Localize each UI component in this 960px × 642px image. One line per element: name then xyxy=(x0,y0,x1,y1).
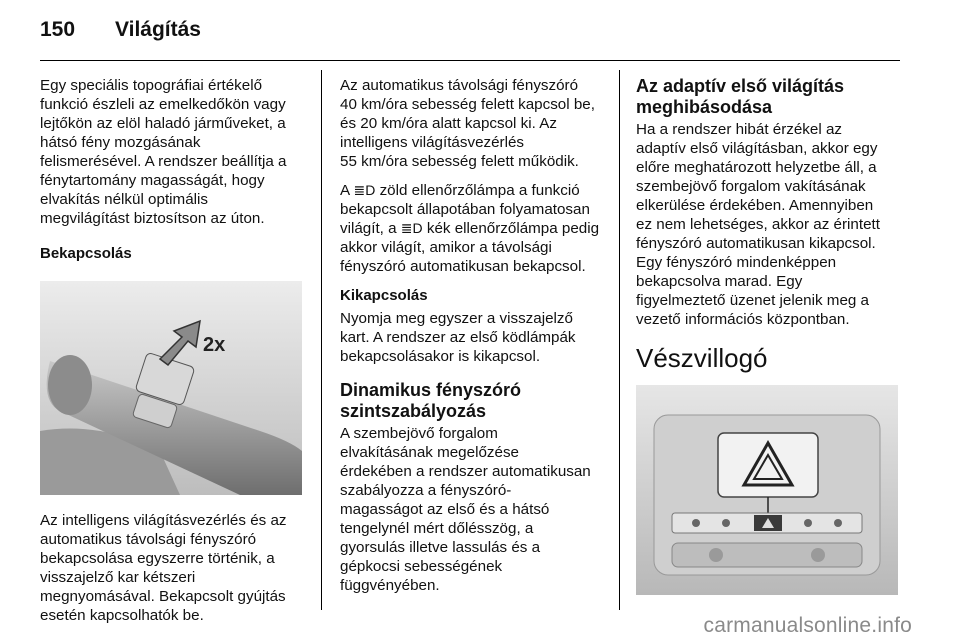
off-paragraph xyxy=(340,309,615,366)
page-title: Világítás xyxy=(115,18,201,41)
text-line: megvilágítást biztosítson az úton. xyxy=(40,210,265,227)
text-fragment: világít, a xyxy=(340,220,401,237)
text-line: és 20 km/óra alatt kapcsol ki. Az xyxy=(340,115,557,132)
page-header xyxy=(40,18,910,58)
text-line xyxy=(340,219,615,238)
intro-paragraph xyxy=(40,76,315,228)
text-line: szabályozza a fényszóró- xyxy=(340,482,512,499)
text-line: gépkocsi sebességének xyxy=(340,558,503,575)
text-line: vezető információs központban. xyxy=(636,311,850,328)
column-2 xyxy=(340,76,615,605)
text-line: bekapcsolva marad. Egy xyxy=(636,273,803,290)
text-line: gyorsulás illetve lassulás és a xyxy=(340,539,541,556)
text-line: fényszóró automatikusan bekapcsol. xyxy=(340,258,586,275)
text-fragment: A xyxy=(340,182,354,199)
column-divider-2 xyxy=(619,70,620,610)
text-line: funkció észleli az emelkedőkön vagy xyxy=(40,96,286,113)
page-number: 150 xyxy=(40,18,76,41)
text-line: előre meghatározott helyzetbe áll, a xyxy=(636,159,877,176)
afl-paragraph xyxy=(636,120,906,329)
text-line: bekapcsolása egyszerre történik, a xyxy=(40,550,275,567)
text-line: szembejövő forgalom vakításának xyxy=(636,178,866,195)
section-heading-dynamic-leveling xyxy=(340,380,615,422)
text-line: elvakítás nélkül optimális xyxy=(40,191,208,208)
subheading-bekapcsolas: Bekapcsolás xyxy=(40,245,132,262)
text-line: bekapcsolásakor is kikapcsol. xyxy=(340,348,541,365)
text-line: elkerülése érdekében. Amennyiben xyxy=(636,197,874,214)
heading-line: szintszabályozás xyxy=(340,401,487,421)
text-line: bekapcsolt állapotában folyamatosan xyxy=(340,201,590,218)
subheading-kikapcsolas: Kikapcsolás xyxy=(340,287,428,304)
text-line: Ha a rendszer hibát érzékel az xyxy=(636,121,842,138)
text-line: Az intelligens világításvezérlés és az xyxy=(40,512,287,529)
text-line: visszajelző kar kétszeri xyxy=(40,569,196,586)
text-line: magasságot az első és a hátsó xyxy=(340,501,550,518)
high-beam-assist-icon: ≣D xyxy=(353,182,376,198)
text-line: 40 km/óra sebesség felett kapcsol be, xyxy=(340,96,595,113)
text-line: kart. A rendszer az első ködlámpák xyxy=(340,329,576,346)
heading-line: Dinamikus fényszóró xyxy=(340,380,522,400)
text-line: ez nem lehetséges, akkor az érintett xyxy=(636,216,880,233)
watermark: carmanualsonline.info xyxy=(703,614,912,637)
text-line: akkor világít, amikor a távolsági xyxy=(340,239,552,256)
text-line: fénytartomány magasságát, hogy xyxy=(40,172,265,189)
dynamic-paragraph xyxy=(340,424,615,595)
section-title-hazard: Vészvillogó xyxy=(636,343,768,373)
body-paragraph xyxy=(40,511,315,625)
text-line: függvényében. xyxy=(340,577,440,594)
heading-line: Az adaptív első világítás xyxy=(636,76,845,96)
text-line: 55 km/óra sebesség felett működik. xyxy=(340,153,579,170)
figure-label: 2x xyxy=(203,334,226,356)
text-line: megnyomásával. Bekapcsolt gyújtás xyxy=(40,588,286,605)
column-divider-1 xyxy=(321,70,322,610)
text-line: Egy fényszóró mindenképpen xyxy=(636,254,837,271)
text-line xyxy=(340,181,615,200)
text-line: Egy speciális topográfiai értékelő xyxy=(40,77,263,94)
text-line: Az automatikus távolsági fényszóró xyxy=(340,77,579,94)
text-line: adaptív első világításban, akkor egy xyxy=(636,140,878,157)
text-line: elvakításának megelőzése xyxy=(340,444,519,461)
text-line: intelligens világításvezérlés xyxy=(340,134,525,151)
speed-paragraph xyxy=(340,76,615,171)
hazard-figure xyxy=(636,385,898,595)
stalk-figure xyxy=(40,281,302,495)
text-line: fényszóró automatikusan kikapcsol. xyxy=(636,235,876,252)
text-line: automatikus távolsági fényszóró xyxy=(40,531,257,548)
text-line: tengelynél mért dőlésszög, a xyxy=(340,520,534,537)
text-fragment: zöld ellenőrzőlámpa a funkció xyxy=(375,182,580,199)
header-rule xyxy=(40,60,900,61)
column-3 xyxy=(636,76,906,595)
text-line: esetén kapcsolhatók be. xyxy=(40,607,204,624)
text-line: felismerésével. A rendszer beállítja a xyxy=(40,153,287,170)
text-line: érdekében a rendszer automatikusan xyxy=(340,463,591,480)
indicator-stalk-illustration xyxy=(40,281,302,495)
text-fragment: kék ellenőrzőlámpa pedig xyxy=(422,220,600,237)
column-1 xyxy=(40,76,315,635)
text-line: lejtőkön az elöl haladó járműveket, a xyxy=(40,115,286,132)
text-line: A szembejövő forgalom xyxy=(340,425,498,442)
text-line: figyelmeztető üzenet jelenik meg a xyxy=(636,292,870,309)
text-line: hátsó fény mozgásának xyxy=(40,134,201,151)
heading-line: meghibásodása xyxy=(636,97,773,117)
high-beam-icon: ≣D xyxy=(400,220,423,236)
text-line: Nyomja meg egyszer a visszajelző xyxy=(340,310,573,327)
hazard-switch-illustration xyxy=(636,385,898,595)
indicator-paragraph xyxy=(340,181,615,276)
section-heading-afl-failure xyxy=(636,76,906,118)
